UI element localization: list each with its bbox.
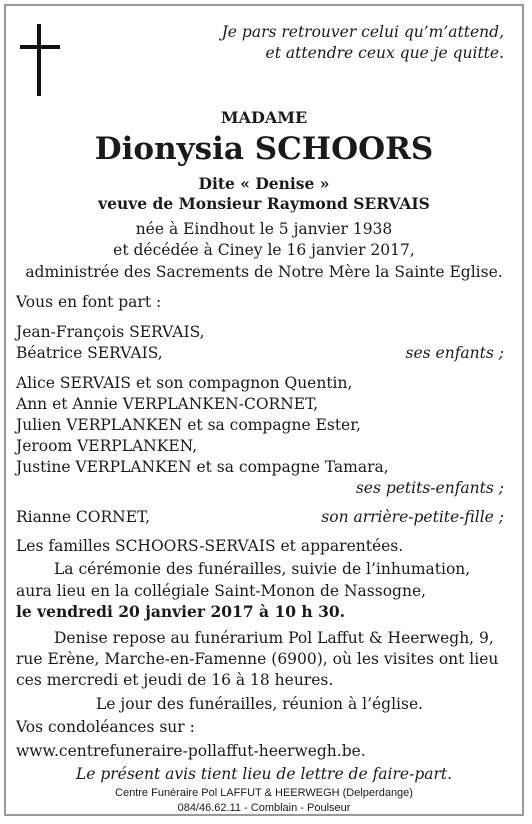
epigraph-line-2: et attendre ceux que je quitte.: [265, 44, 504, 62]
obituary-card: [4, 4, 524, 816]
repose-line-1: Denise repose au funérarium Pol Laffut & Heerwegh, 9,: [54, 629, 494, 647]
grandchild-name: Ann et Annie VERPLANKEN-CORNET,: [16, 395, 319, 413]
footer-line-2: 084/46.62.11 - Comblain - Poulseur: [177, 802, 351, 814]
announce-line: Vous en font part :: [16, 293, 162, 311]
ceremony-date: le vendredi 20 janvier 2017 à 10 h 30.: [16, 602, 346, 621]
widow-of: veuve de Monsieur Raymond SERVAIS: [98, 194, 430, 213]
condolences-link[interactable]: www.centrefuneraire-pollaffut-heerwegh.be.: [16, 742, 366, 760]
honorific: MADAME: [220, 108, 308, 127]
grandchild-name: Jeroom VERPLANKEN,: [16, 437, 198, 455]
grandchildren-role: ses petits-enfants ;: [355, 479, 504, 497]
families-line: Les familles SCHOORS-SERVAIS et apparentées.: [16, 537, 404, 555]
reunion-line: Le jour des funérailles, réunion à l’église.: [96, 695, 424, 713]
notice-line: Le présent avis tient lieu de lettre de faire-part.: [75, 765, 453, 783]
child-name: Béatrice SERVAIS,: [16, 344, 163, 362]
grandchild-name: Julien VERPLANKEN et sa compagne Ester,: [16, 416, 361, 434]
child-name: Jean-François SERVAIS,: [16, 323, 205, 341]
ceremony-line-1: La cérémonie des funérailles, suivie de l’inhumation,: [54, 560, 471, 578]
birth-line: née à Eindhout le 5 janvier 1938: [135, 220, 393, 238]
cross-icon: [20, 24, 60, 96]
nickname: Dite « Denise »: [198, 174, 330, 193]
repose-line-2: rue Erène, Marche-en-Famenne (6900), où les visites ont lieu: [16, 650, 499, 668]
death-line: et décédée à Ciney le 16 janvier 2017,: [113, 241, 415, 259]
ceremony-line-2: aura lieu en la collégiale Saint-Monon de Nassogne,: [16, 582, 427, 600]
footer-line-1: Centre Funéraire Pol LAFFUT & HEERWEGH (Delperdange): [115, 787, 413, 799]
repose-line-3: ces mercredi et jeudi de 16 à 18 heures.: [16, 671, 334, 689]
grandchild-name: Justine VERPLANKEN et sa compagne Tamara,: [16, 458, 389, 476]
great-grandchild-role: son arrière-petite-fille ;: [321, 508, 504, 526]
deceased-name: Dionysia SCHOORS: [94, 131, 434, 167]
condolences-label: Vos condoléances sur :: [16, 718, 195, 736]
sacraments-line: administrée des Sacrements de Notre Mère la Sainte Eglise.: [25, 263, 503, 281]
epigraph-line-1: Je pars retrouver celui qu’m’attend,: [221, 23, 504, 41]
great-grandchild-name: Rianne CORNET,: [16, 508, 151, 526]
grandchild-name: Alice SERVAIS et son compagnon Quentin,: [16, 374, 353, 392]
children-role: ses enfants ;: [405, 344, 504, 362]
